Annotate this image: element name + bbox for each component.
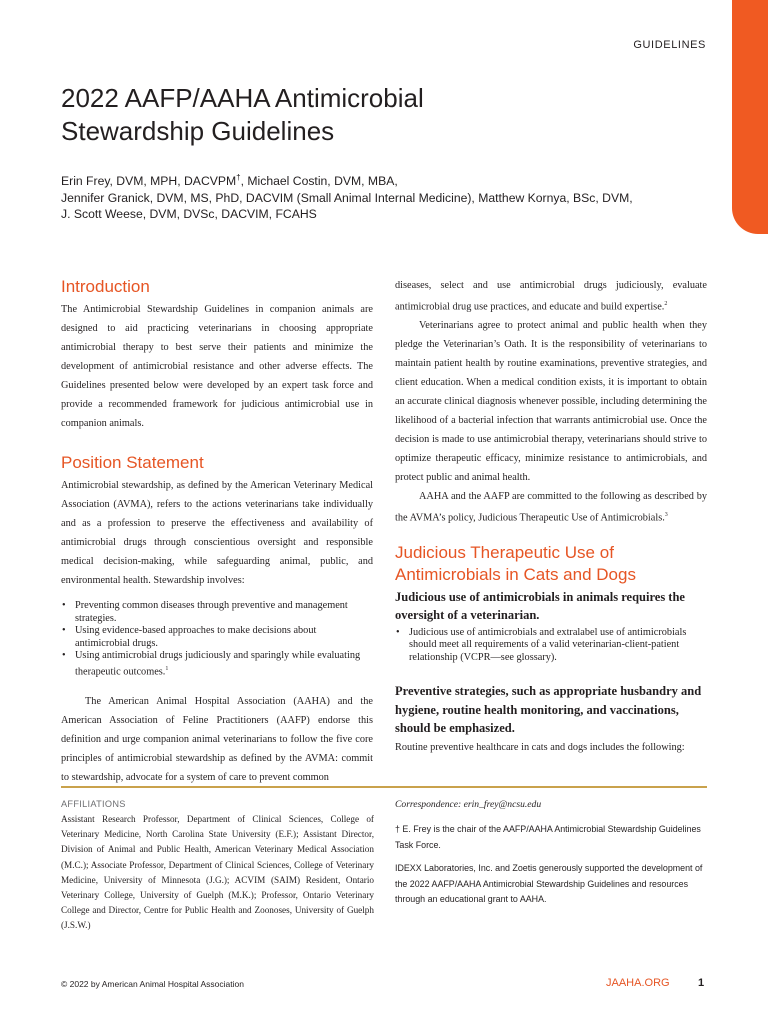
copyright-notice: © 2022 by American Animal Hospital Association [61,979,244,989]
list-item [61,650,373,678]
affiliations-label: AFFILIATIONS [61,799,126,809]
journal-link[interactable]: JAAHA.ORG [606,977,670,989]
reference-marker: 3 [664,512,668,519]
page-number: 1 [698,977,705,989]
bullet-text: Using antimicrobial drugs judiciously and sparingly while evaluating therapeutic outcomes. [75,650,361,677]
affiliations-text: Assistant Research Professor, Department of Clinical Sciences, College of Veterinary Medicine, North Carolina State University (E.F.); Assistant Director, Division of Animal and Public Health, American Veterinary Medical Association (M.C.); Associate Professor, Department of Clinical Sciences, College of Veterinary Medicine, University of Minnesota (J.G.); ACVIM (SAIM) Resident, Ontario Veterinary College, University of Guelph (M.K.); Professor, Ontario Veterinary College and Director, Centre for Public Health and Zoonoses, University of Guelph (J.S.W.) [61,814,374,931]
continued-paragraph [395,276,707,316]
vcpr-bullet-list [395,627,707,665]
continued-text: diseases, select and use antimicrobial drugs judiciously, evaluate antimicrobial drug use practices, and educate and build expertise. [395,280,707,313]
left-column [61,276,373,787]
dagger-mark: † [236,173,241,182]
judicious-heading-line-1: Judicious Therapeutic Use of [395,542,614,562]
oath-paragraph: Veterinarians agree to protect animal and public health when they pledge the Veterinarian’s Oath. It is the responsibility of veterinarians to maintain patient health by routine examinations, preventive strategies, and client education. When a medical condition exists, it is important to obtain an accurate clinical diagnosis whenever possible, including determining the likelihood of a bacterial infection that warrants antimicrobial use. Once the decision is made to use antimicrobial therapy, veterinarians should strive to optimize therapeutic efficacy, minimize resistance to antimicrobials, and protect public and animal health. [395,320,707,484]
judicious-use-heading [395,542,707,586]
commitment-text: AAHA and the AAFP are committed to the following as described by the AVMA’s policy, Judicious Therapeutic Use of Antimicrobials. [395,491,707,524]
reference-marker: 1 [165,665,169,672]
commitment-paragraph [395,487,707,527]
support-note: IDEXX Laboratories, Inc. and Zoetis generously supported the development of the 2022 AAFP/AAHA Antimicrobial Stewardship Guidelines and resources through an educational grant to AAHA. [395,863,703,904]
title-line-1: 2022 AAFP/AAHA Antimicrobial [61,83,424,113]
position-statement-heading: Position Statement [61,453,204,472]
article-title [61,82,661,148]
author-list [61,170,701,223]
oversight-lead: Judicious use of antimicrobials in animals requires the oversight of a veterinarian. [395,589,685,623]
chair-note: † E. Frey is the chair of the AAFP/AAHA Antimicrobial Stewardship Guidelines Task Force. [395,824,701,850]
reference-marker: 2 [664,301,668,307]
bullet-text: Judicious use of antimicrobials and extralabel use of antimicrobials should meet all requirements of a valid veterinarian-client-patient relationship (VCPR—see glossary). [409,626,687,663]
list-item [395,627,707,665]
correspondence-line[interactable]: Correspondence: erin_frey@ncsu.edu [395,799,542,810]
section-divider [61,786,707,788]
list-item [61,600,373,625]
list-item [61,625,373,650]
authors-line-2: Jennifer Granick, DVM, MS, PhD, DACVIM (Small Animal Internal Medicine), Matthew Kornya, BSc, DVM, [61,190,633,205]
authors-line-3: J. Scott Weese, DVM, DVSc, DACVIM, FCAHS [61,207,317,222]
title-line-2: Stewardship Guidelines [61,116,335,146]
section-tag: GUIDELINES [633,39,706,51]
stewardship-bullet-list [61,600,373,678]
bullet-text: Preventing common diseases through preventive and management strategies. [75,600,348,624]
authors-line-1b: , Michael Costin, DVM, MBA, [240,174,398,189]
position-statement-paragraph: Antimicrobial stewardship, as defined by the American Veterinary Medical Association (AVMA), refers to the actions veterinarians take individually and as a profession to preserve the effectiveness and availability of antimicrobial drugs through conscientious oversight and responsible medical decision-making, while safeguarding animal, public, and environmental health. Stewardship involves: [61,480,373,586]
right-column [395,276,707,757]
orange-edge-tab [732,0,768,234]
preventive-strategies-lead: Preventive strategies, such as appropriate husbandry and hygiene, routine health monitoring, and vaccinations, should be emphasized. [395,684,702,736]
introduction-paragraph: The Antimicrobial Stewardship Guidelines in companion animals are designed to aid practicing veterinarians in choosing appropriate antimicrobial therapy to best serve their patients and minimize the development of antimicrobial resistance and other adverse effects. The Guidelines presented below were developed by an expert task force and provide a recommended framework for judicious antimicrobial use in companion animals. [61,304,373,429]
judicious-heading-line-2: Antimicrobials in Cats and Dogs [395,564,636,584]
aaha-aafp-paragraph: The American Animal Hospital Association (AAHA) and the American Association of Feline Practitioners (AAFP) endorse this definition and urge companion animal veterinarians to follow the five core principles of antimicrobial stewardship as defined by the AVMA: commit to stewardship, advocate for a system of care to prevent common [61,696,373,784]
introduction-heading: Introduction [61,277,150,296]
authors-line-1: Erin Frey, DVM, MPH, DACVPM [61,174,237,189]
routine-healthcare-paragraph: Routine preventive healthcare in cats and dogs includes the following: [395,741,685,753]
bullet-text: Using evidence-based approaches to make decisions about antimicrobial drugs. [75,625,317,649]
